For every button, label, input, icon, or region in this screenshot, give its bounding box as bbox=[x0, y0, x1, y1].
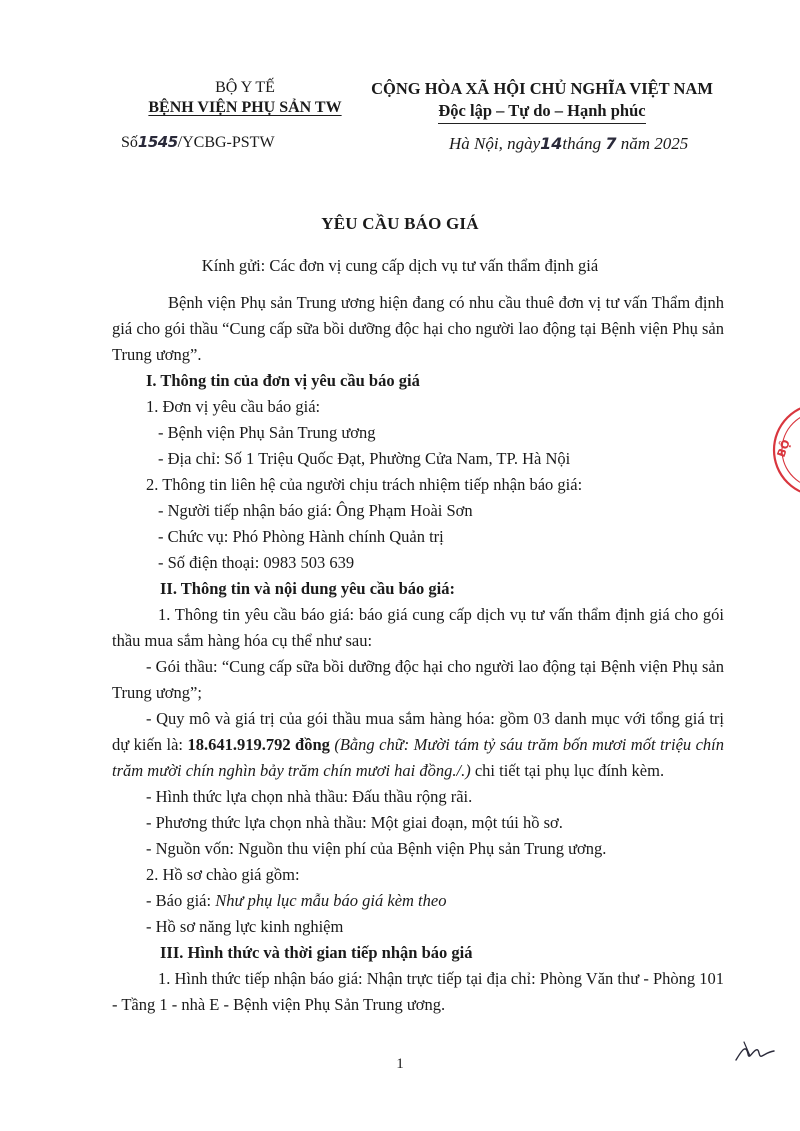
package-scale bbox=[112, 706, 724, 784]
document-date bbox=[449, 134, 688, 154]
red-seal-stamp-icon bbox=[770, 400, 800, 500]
section-3-heading: III. Hình thức và thời gian tiếp nhận báo giá bbox=[160, 943, 473, 962]
section-1-item-2: 2. Thông tin liên hệ của người chịu trách nhiệm tiếp nhận báo giá: bbox=[146, 475, 583, 494]
intro-paragraph: Bệnh viện Phụ sản Trung ương hiện đang có nhu cầu thuê đơn vị tư vấn Thẩm định giá cho gói thầu “Cung cấp sữa bồi dưỡng độc hại cho người lao động tại Bệnh viện Phụ sản Trung ương”. bbox=[112, 293, 724, 364]
unit-address: - Địa chỉ: Số 1 Triệu Quốc Đạt, Phường Cửa Nam, TP. Hà Nội bbox=[158, 449, 571, 468]
selection-form: - Hình thức lựa chọn nhà thầu: Đấu thầu rộng rãi. bbox=[146, 787, 473, 806]
receiver-position: - Chức vụ: Phó Phòng Hành chính Quản trị bbox=[158, 527, 444, 546]
experience-dossier: - Hồ sơ năng lực kinh nghiệm bbox=[146, 917, 344, 936]
date-day-handwritten: 14 bbox=[540, 134, 563, 153]
date-month-handwritten: 7 bbox=[605, 134, 617, 153]
funding-source: - Nguồn vốn: Nguồn thu viện phí của Bệnh viện Phụ sản Trung ương. bbox=[146, 839, 607, 858]
section-2-item-1: 1. Thông tin yêu cầu báo giá: báo giá cung cấp dịch vụ tư vấn thẩm định giá cho gói thầu mua sắm hàng hóa cụ thể như sau: bbox=[112, 605, 724, 650]
selection-method: - Phương thức lựa chọn nhà thầu: Một giai đoạn, một túi hồ sơ. bbox=[146, 813, 563, 832]
section-2-item-2: 2. Hồ sơ chào giá gồm: bbox=[146, 865, 300, 884]
scale-prefix: - Quy mô và giá trị của gói thầu mua sắm hàng hóa: gồm 03 danh mục với tổng giá trị dự kiến là: bbox=[112, 709, 724, 754]
hospital-name: BỆNH VIỆN PHỤ SẢN TW bbox=[148, 99, 342, 116]
package-name: - Gói thầu: “Cung cấp sữa bồi dưỡng độc hại cho người lao động tại Bệnh viện Phụ sản Trung ương”; bbox=[112, 657, 724, 702]
scale-words: (Bằng chữ: Mười tám tỷ sáu trăm bốn mươi mốt triệu chín trăm mười chín nghìn bảy trăm chín mươi hai đồng./.) bbox=[112, 735, 725, 780]
section-2-heading: II. Thông tin và nội dung yêu cầu báo giá: bbox=[160, 579, 455, 598]
date-month-word: tháng bbox=[562, 134, 602, 153]
section-1-heading: I. Thông tin của đơn vị yêu cầu báo giá bbox=[146, 371, 420, 390]
quote-prefix: - Báo giá: bbox=[146, 891, 216, 910]
issuer-block bbox=[120, 78, 370, 118]
national-motto: Độc lập – Tự do – Hạnh phúc bbox=[438, 100, 645, 124]
national-header bbox=[352, 78, 732, 124]
quote-line bbox=[112, 888, 724, 914]
page-number: 1 bbox=[396, 1056, 404, 1072]
unit-name: - Bệnh viện Phụ Sản Trung ương bbox=[158, 423, 376, 442]
section-1-item-1: 1. Đơn vị yêu cầu báo giá: bbox=[146, 397, 321, 416]
date-place: Hà Nội, ngày bbox=[449, 134, 541, 153]
country-name: CỘNG HÒA XÃ HỘI CHỦ NGHĨA VIỆT NAM bbox=[371, 79, 713, 98]
initials-signature-icon bbox=[732, 1036, 778, 1068]
document-number bbox=[121, 133, 275, 152]
stamp-text: BỘ bbox=[774, 437, 793, 460]
document-title: YÊU CẦU BÁO GIÁ bbox=[321, 214, 479, 233]
salutation: Kính gửi: Các đơn vị cung cấp dịch vụ tư vấn thẩm định giá bbox=[201, 256, 599, 275]
date-year: năm 2025 bbox=[620, 134, 689, 153]
scale-amount: 18.641.919.792 đồng bbox=[187, 735, 330, 754]
ministry-name: BỘ Y TẾ bbox=[215, 79, 275, 96]
scale-suffix: chi tiết tại phụ lục đính kèm. bbox=[470, 761, 665, 780]
receiver-phone: - Số điện thoại: 0983 503 639 bbox=[158, 553, 355, 572]
doc-prefix: Số bbox=[121, 134, 138, 151]
section-3-item-1: 1. Hình thức tiếp nhận báo giá: Nhận trực tiếp tại địa chỉ: Phòng Văn thư - Phòng 101 - Tầng 1 - nhà E - Bệnh viện Phụ Sản Trung ương. bbox=[112, 969, 724, 1014]
doc-number-handwritten: 1545 bbox=[137, 133, 178, 151]
document-body bbox=[112, 290, 724, 1018]
receiver-name: - Người tiếp nhận báo giá: Ông Phạm Hoài Sơn bbox=[158, 501, 473, 520]
quote-italic: Như phụ lục mẫu báo giá kèm theo bbox=[215, 891, 447, 910]
doc-suffix: /YCBG-PSTW bbox=[177, 134, 275, 151]
